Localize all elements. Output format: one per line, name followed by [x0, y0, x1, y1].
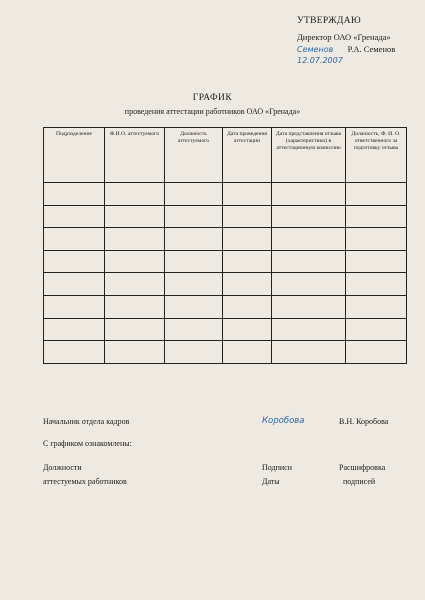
table-row — [44, 183, 407, 206]
table-cell — [105, 205, 165, 228]
table-cell — [272, 228, 346, 251]
table-header-row — [44, 128, 407, 183]
table-cell — [272, 318, 346, 341]
table-cell — [346, 295, 407, 318]
table-cell — [165, 205, 223, 228]
footer-transcript-line1: Расшифровка — [339, 463, 386, 472]
document-title: ГРАФИК — [192, 93, 233, 103]
approver-name: Р.А. Семенов — [347, 44, 396, 54]
table-cell — [44, 318, 105, 341]
table-cell — [346, 273, 407, 296]
approver-signature: Семенов — [297, 45, 334, 54]
table-cell — [105, 318, 165, 341]
table-row — [44, 228, 407, 251]
table-cell — [346, 341, 407, 364]
table-cell — [105, 295, 165, 318]
hr-head-name: В.Н. Коробова — [339, 417, 389, 426]
table-cell — [165, 183, 223, 206]
table-cell — [223, 295, 272, 318]
column-header-department: Подразделение — [44, 128, 105, 183]
table-cell — [44, 341, 105, 364]
table-cell — [165, 295, 223, 318]
table-cell — [346, 183, 407, 206]
table-cell — [272, 341, 346, 364]
column-header-employee-position: Должность аттестуемого — [165, 128, 223, 183]
table-cell — [105, 273, 165, 296]
table-cell — [223, 228, 272, 251]
table-cell — [44, 273, 105, 296]
table-cell — [223, 341, 272, 364]
footer-positions-line1: Должности — [43, 463, 82, 472]
table-cell — [105, 183, 165, 206]
table-cell — [105, 341, 165, 364]
table-cell — [44, 183, 105, 206]
table-cell — [346, 318, 407, 341]
footer-transcript-line2: подписей — [343, 477, 376, 486]
table-row — [44, 205, 407, 228]
table-cell — [165, 273, 223, 296]
table-cell — [346, 205, 407, 228]
table-cell — [272, 250, 346, 273]
approver-position: Директор ОАО «Гренада» — [297, 32, 391, 42]
table-cell — [223, 205, 272, 228]
table-cell — [165, 228, 223, 251]
table-body — [44, 183, 407, 364]
table-cell — [105, 228, 165, 251]
table-row — [44, 295, 407, 318]
table-cell — [165, 318, 223, 341]
document-subtitle: проведения аттестации работников ОАО «Гренада» — [124, 107, 301, 116]
table-cell — [44, 250, 105, 273]
schedule-table — [43, 127, 407, 364]
table-row — [44, 318, 407, 341]
table-row — [44, 341, 407, 364]
table-cell — [223, 250, 272, 273]
hr-head-label: Начальник отдела кадров — [43, 417, 130, 426]
table-cell — [272, 183, 346, 206]
table-cell — [272, 205, 346, 228]
table-cell — [223, 273, 272, 296]
column-header-responsible-person: Должность, Ф. И. О. ответственного за подготовку отзыва — [346, 128, 407, 183]
footer-positions-line2: аттестуемых работников — [43, 477, 127, 486]
table-cell — [105, 250, 165, 273]
table-cell — [346, 228, 407, 251]
column-header-review-submission-date: Дата представления отзыва (характеристики) в аттестационную комиссию — [272, 128, 346, 183]
footer-signatures-line1: Подписи — [262, 463, 293, 472]
table-cell — [44, 228, 105, 251]
table-cell — [44, 205, 105, 228]
table-row — [44, 273, 407, 296]
table-cell — [44, 295, 105, 318]
column-header-attestation-date: Дата проведения аттестации — [223, 128, 272, 183]
acknowledged-label: С графиком ознакомлены: — [43, 439, 132, 448]
footer-signatures-line2: Даты — [262, 477, 280, 486]
column-header-employee-name: Ф.И.О. аттестуемого — [105, 128, 165, 183]
table-row — [44, 250, 407, 273]
hr-head-signature: Коробова — [262, 416, 305, 426]
table-cell — [346, 250, 407, 273]
table-cell — [223, 318, 272, 341]
table-cell — [165, 250, 223, 273]
table-cell — [272, 273, 346, 296]
table-cell — [272, 295, 346, 318]
table-cell — [165, 341, 223, 364]
approval-date: 12.07.2007 — [297, 56, 343, 65]
approval-title: УТВЕРЖДАЮ — [297, 16, 361, 26]
table-cell — [223, 183, 272, 206]
